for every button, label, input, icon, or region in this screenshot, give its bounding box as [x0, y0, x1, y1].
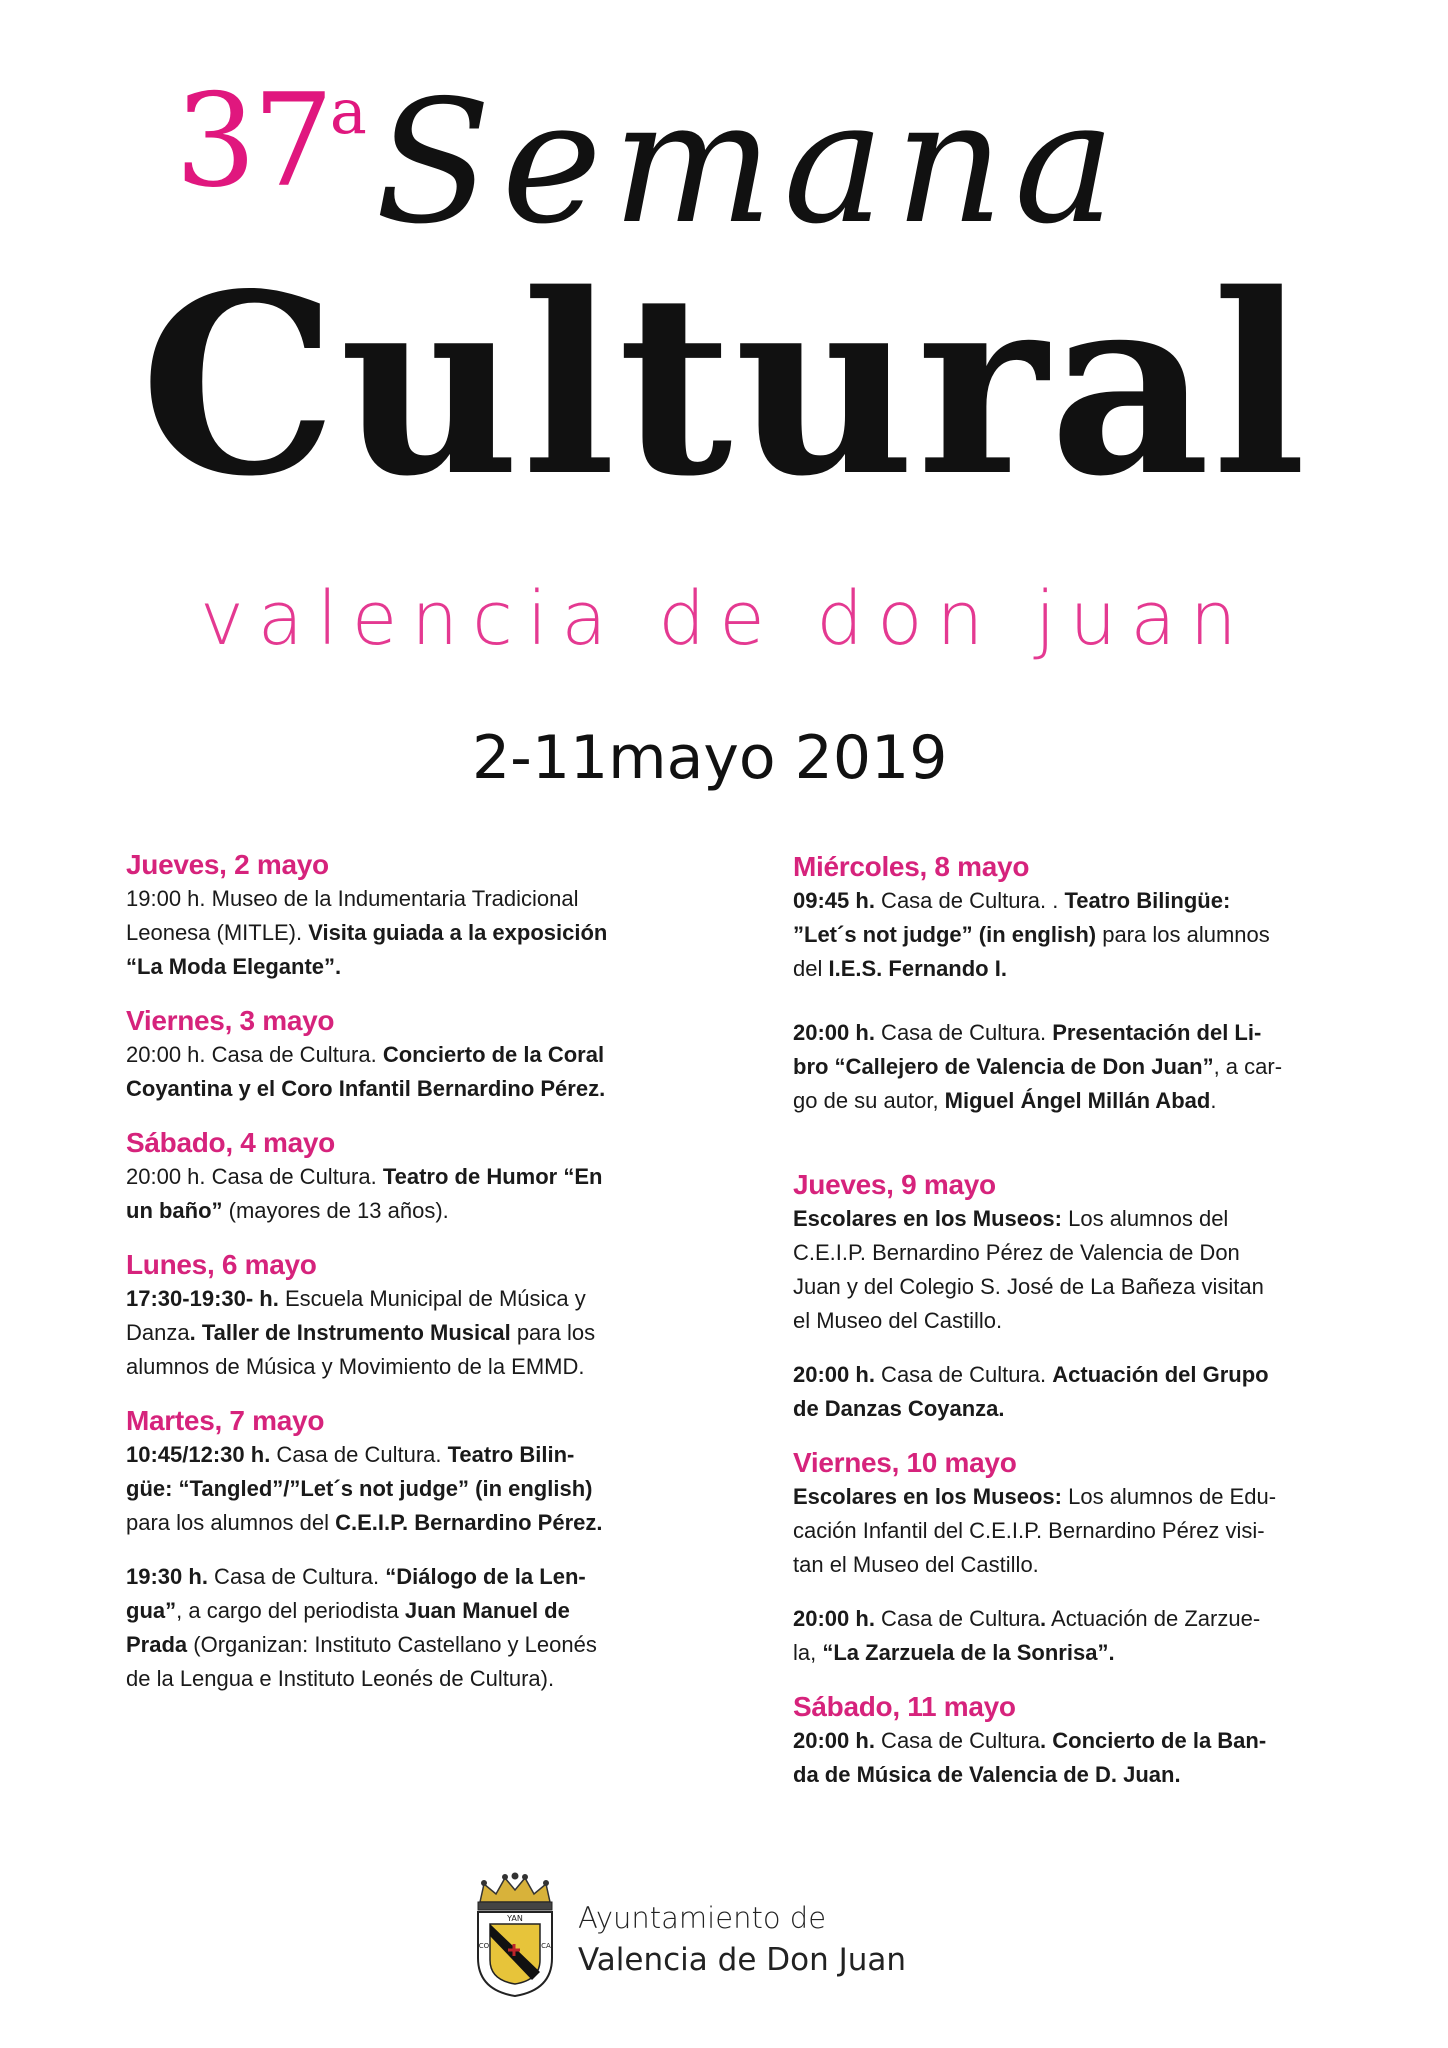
event-entry: 20:00 h. Casa de Cultura. Teatro de Humor “En un baño” (mayores de 13 años).	[126, 1164, 603, 1223]
event-entry: Escolares en los Museos: Los alumnos de Edu- cación Infantil del C.E.I.P. Bernardino Pérez visi- tan el Museo del Castillo.	[793, 1484, 1277, 1577]
event-entry: 20:00 h. Casa de Cultura. Presentación del Li- bro “Callejero de Valencia de Don Juan”, a car- go de su autor, Miguel Ángel Millán Abad.	[793, 1020, 1283, 1113]
event-entry: 19:00 h. Museo de la Indumentaria Tradicional Leonesa (MITLE). Visita guiada a la exposición “La Moda Elegante”.	[126, 886, 608, 979]
event-entry: 19:30 h. Casa de Cultura. “Diálogo de la Len- gua”, a cargo del periodista Juan Manuel de Prada (Organizan: Instituto Castellano y Leonés de la Lengua e Instituto Leonés de Cultura).	[126, 1564, 597, 1691]
coat-of-arms-icon	[468, 1872, 562, 2000]
town-subtitle: valencia de don juan	[200, 576, 1251, 662]
event-entry: 09:45 h. Casa de Cultura. . Teatro Bilingüe: ”Let´s not judge” (in english) para los alumnos del I.E.S. Fernando I.	[793, 888, 1270, 981]
event-entry: 20:00 h. Casa de Cultura. Concierto de la Coral Coyantina y el Coro Infantil Bernardino Pérez.	[126, 1042, 606, 1101]
program-left-column	[126, 848, 656, 1696]
footer-line-1: Ayuntamiento de	[578, 1901, 827, 1935]
program-right-column	[793, 850, 1323, 1792]
event-entry: Escolares en los Museos: Los alumnos del C.E.I.P. Bernardino Pérez de Valencia de Don Juan y del Colegio S. José de La Bañeza visitan el Museo del Castillo.	[793, 1206, 1264, 1333]
day-heading: Miércoles, 8 mayo	[793, 851, 1030, 882]
day-heading: Viernes, 3 mayo	[126, 1005, 335, 1036]
day-heading: Viernes, 10 mayo	[793, 1447, 1017, 1478]
edition-ordinal: a	[329, 75, 367, 148]
day-heading: Martes, 7 mayo	[126, 1405, 325, 1436]
crest-label-top: YAN	[507, 1914, 523, 1923]
day-heading: Sábado, 4 mayo	[126, 1127, 335, 1158]
event-entry: 20:00 h. Casa de Cultura. Actuación de Zarzue- la, “La Zarzuela de la Sonrisa”.	[793, 1606, 1261, 1665]
day-heading: Sábado, 11 mayo	[793, 1691, 1016, 1722]
footer-institution	[578, 1898, 906, 1982]
edition-number: 37$^a$	[175, 67, 367, 216]
event-entry: 10:45/12:30 h. Casa de Cultura. Teatro Bilin- güe: “Tangled”/”Let´s not judge” (in english) para los alumnos del C.E.I.P. Bernardino Pérez.	[126, 1442, 603, 1535]
event-entry: 20:00 h. Casa de Cultura. Concierto de la Ban- da de Música de Valencia de D. Juan.	[793, 1728, 1267, 1787]
crest-label-left: CO	[478, 1942, 490, 1950]
crest-label-right: CA	[541, 1942, 551, 1950]
event-dates: 2-11mayo 2019	[472, 723, 948, 793]
day-heading: Lunes, 6 mayo	[126, 1249, 317, 1280]
day-heading: Jueves, 2 mayo	[126, 849, 329, 880]
footer-line-2: Valencia de Don Juan	[578, 1942, 907, 1978]
title-cultural: Cultural	[140, 240, 1309, 531]
event-entry: 20:00 h. Casa de Cultura. Actuación del Grupo de Danzas Coyanza.	[793, 1362, 1269, 1421]
title-semana: Semana	[375, 64, 1126, 262]
event-entry: 17:30-19:30- h. Escuela Municipal de Música y Danza. Taller de Instrumento Musical para los alumnos de Música y Movimiento de la EMMD.	[126, 1286, 596, 1379]
day-heading: Jueves, 9 mayo	[793, 1169, 996, 1200]
